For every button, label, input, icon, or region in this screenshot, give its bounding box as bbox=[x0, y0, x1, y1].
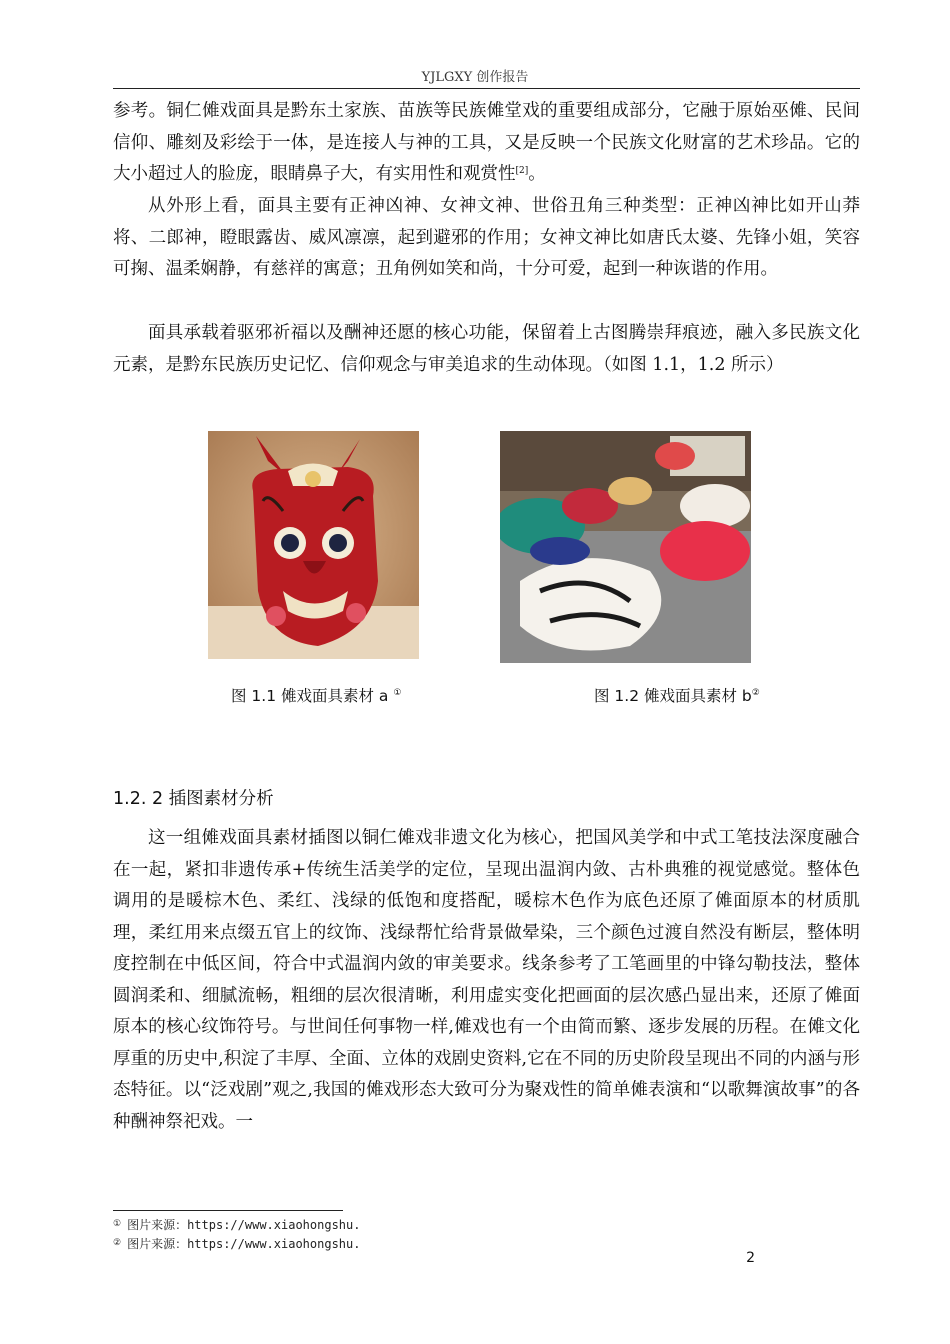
figure-mask-exhibition-image bbox=[500, 431, 751, 663]
section-number: 1.2. 2 bbox=[113, 789, 164, 809]
paragraph-2: 从外形上看，面具主要有正神凶神、女神文神、世俗丑角三种类型：正神凶神比如开山莽将、二郎神，瞪眼露齿、威风凛凛，起到避邪的作用；女神文神比如唐氏太婆、先锋小姐，笑容可掬、温柔娴静，有慈祥的寓意；丑角例如笑和尚，十分可爱，起到一种诙谐的作用。 bbox=[113, 196, 860, 279]
footnote-2-mark: ② bbox=[113, 1238, 122, 1248]
mask-exhibition-illustration bbox=[500, 431, 751, 663]
figure-2-footnote-mark: ② bbox=[751, 688, 760, 698]
footnote-2-text: 图片来源：https://www.xiaohongshu. bbox=[127, 1237, 361, 1251]
section-title: 插图素材分析 bbox=[168, 789, 274, 809]
paragraph-1 bbox=[113, 96, 860, 191]
figure-2-caption bbox=[594, 684, 760, 706]
figure-1-footnote-mark: ① bbox=[393, 688, 402, 698]
paragraph-4: 这一组傩戏面具素材插图以铜仁傩戏非遗文化为核心，把国风美学和中式工笔技法深度融合在一起，紧扣非遗传承+传统生活美学的定位，呈现出温润内敛、古朴典雅的视觉感觉。整体色调用的是暖棕木色、柔红、浅绿的低饱和度搭配，暖棕木色作为底色还原了傩面原本的材质肌理，柔红用来点缀五官上的纹饰、浅绿帮忙给背景做晕染，三个颜色过渡自然没有断层，整体明度控制在中低区间，符合中式温润内敛的审美要求。线条参考了工笔画里的中锋勾勒技法，整体圆润柔和、细腻流畅，粗细的层次很清晰，利用虚实变化把画面的层次感凸显出来，还原了傩面原本的核心纹饰符号。与世间任何事物一样,傩戏也有一个由简而繁、逐步发展的历程。在傩文化厚重的历史中,积淀了丰厚、全面、立体的戏剧史资料,它在不同的历史阶段呈现出不同的内涵与形态特征。以“泛戏剧”观之,我国的傩戏形态大致可分为聚戏性的简单傩表演和“以歌舞演故事”的各种酬神祭祀戏。一 bbox=[113, 828, 860, 1132]
header-rule bbox=[113, 88, 860, 89]
figure-1-caption-text: 图 1.1 傩戏面具素材 a bbox=[231, 687, 389, 705]
footnote-1-text: 图片来源：https://www.xiaohongshu. bbox=[127, 1218, 361, 1232]
section-heading bbox=[113, 785, 274, 810]
paragraph-1-text: 参考。铜仁傩戏面具是黔东土家族、苗族等民族傩堂戏的重要组成部分，它融于原始巫傩、民间信仰、雕刻及彩绘于一体，是连接人与神的工具，又是反映一个民族文化财富的艺术珍品。它的大小超过人的脸庞，眼睛鼻子大，有实用性和观赏性 bbox=[113, 101, 860, 184]
figure-red-mask-image bbox=[208, 431, 419, 659]
footnote-1-mark: ① bbox=[113, 1219, 122, 1229]
running-header: YJLGXY 创作报告 bbox=[421, 70, 529, 85]
figure-1-caption bbox=[231, 684, 401, 706]
footnote-1 bbox=[113, 1216, 360, 1233]
paragraph-1-end: 。 bbox=[528, 164, 546, 184]
page-number: 2 bbox=[746, 1250, 755, 1266]
paragraph-3: 面具承载着驱邪祈福以及酬神还愿的核心功能，保留着上古图腾崇拜痕迹，融入多民族文化元素，是黔东民族历史记忆、信仰观念与审美追求的生动体现。（如图 1.1，1.2 所示） bbox=[113, 323, 860, 375]
figure-2-caption-text: 图 1.2 傩戏面具素材 b bbox=[594, 687, 752, 705]
footnote-separator bbox=[113, 1210, 343, 1211]
red-mask-illustration bbox=[208, 431, 419, 659]
citation-ref: [2] bbox=[515, 166, 529, 176]
